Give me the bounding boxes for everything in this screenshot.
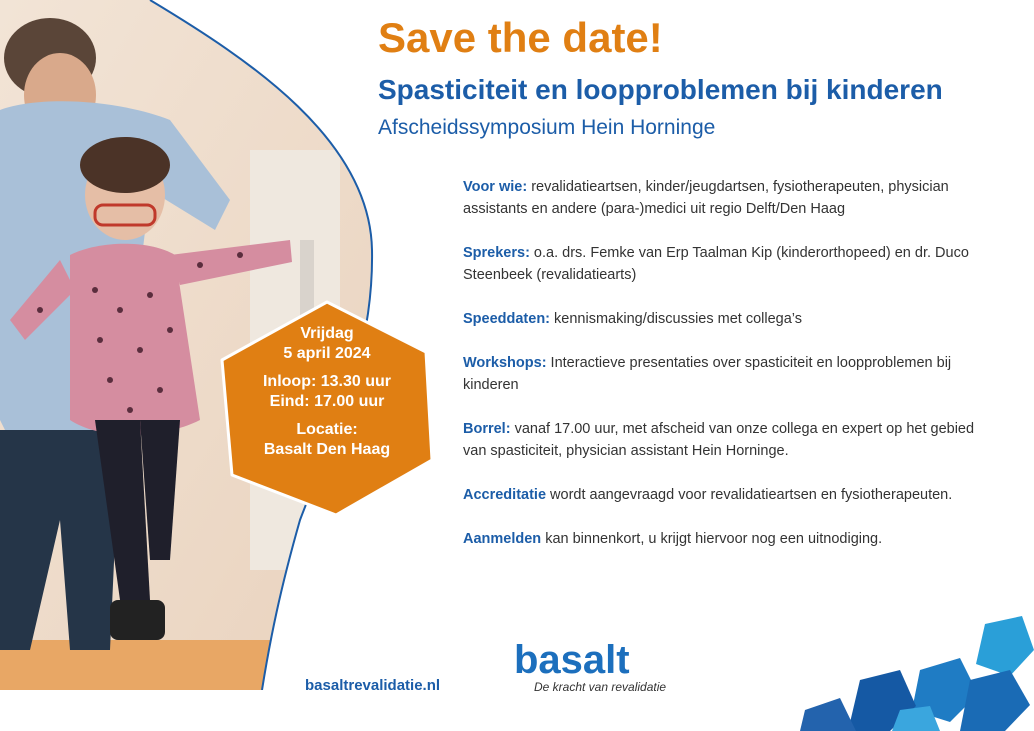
basalt-logo: [514, 640, 666, 694]
info-item: [463, 176, 983, 220]
logo-tagline: De kracht van revalidatie: [534, 680, 667, 694]
badge-date: 5 april 2024: [283, 345, 371, 362]
info-text: Interactieve presentaties over spasticiteit en loopproblemen bij kinderen: [463, 355, 952, 393]
info-text: kan binnenkort, u krijgt hiervoor nog een uitnodiging.: [541, 531, 883, 547]
subtitle: Spasticiteit en loopproblemen bij kinderen: [378, 74, 943, 105]
badge-locatie-label: Locatie:: [296, 421, 358, 438]
badge-locatie: Basalt Den Haag: [263, 441, 391, 458]
info-label: Voor wie:: [463, 179, 528, 195]
info-item: [463, 308, 983, 330]
info-label: Accreditatie: [463, 487, 547, 503]
info-item: [463, 352, 983, 396]
website-link[interactable]: basaltrevalidatie.nl: [305, 677, 441, 694]
badge-inloop: Inloop: 13.30 uur: [262, 373, 391, 390]
info-item: [463, 528, 983, 550]
badge-eind: Eind: 17.00 uur: [269, 393, 385, 410]
info-text: kennismaking/discussies met collega’s: [550, 311, 803, 327]
info-text: revalidatieartsen, kinder/jeugdartsen, fysiotherapeuten, physician assistants en andere (para-)medici uit regio Delft/Den Haag: [463, 179, 949, 217]
headline: Save the date!: [378, 14, 663, 61]
info-item: [463, 418, 983, 462]
hexagon-corner-decoration: [800, 610, 1034, 731]
info-label: Workshops:: [463, 355, 547, 371]
info-item: [463, 484, 983, 506]
info-list: [463, 176, 983, 572]
badge-day: Vrijdag: [300, 325, 354, 342]
info-label: Speeddaten:: [463, 311, 551, 327]
tagline: Afscheidssymposium Hein Horninge: [378, 116, 716, 139]
event-badge: [218, 300, 436, 518]
info-text: vanaf 17.00 uur, met afscheid van onze collega en expert op het gebied van spasticiteit, physician assistant Hein Horninge.: [463, 421, 975, 459]
info-text: o.a. drs. Femke van Erp Taalman Kip (kinderorthopeed) en dr. Duco Steenbeek (revalidatiearts): [463, 245, 969, 283]
info-item: [463, 242, 983, 286]
info-label: Aanmelden: [463, 531, 542, 547]
info-text: wordt aangevraagd voor revalidatieartsen en fysiotherapeuten.: [546, 487, 953, 503]
logo-wordmark: basalt: [514, 638, 630, 682]
info-label: Sprekers:: [463, 245, 530, 261]
info-label: Borrel:: [463, 421, 511, 437]
